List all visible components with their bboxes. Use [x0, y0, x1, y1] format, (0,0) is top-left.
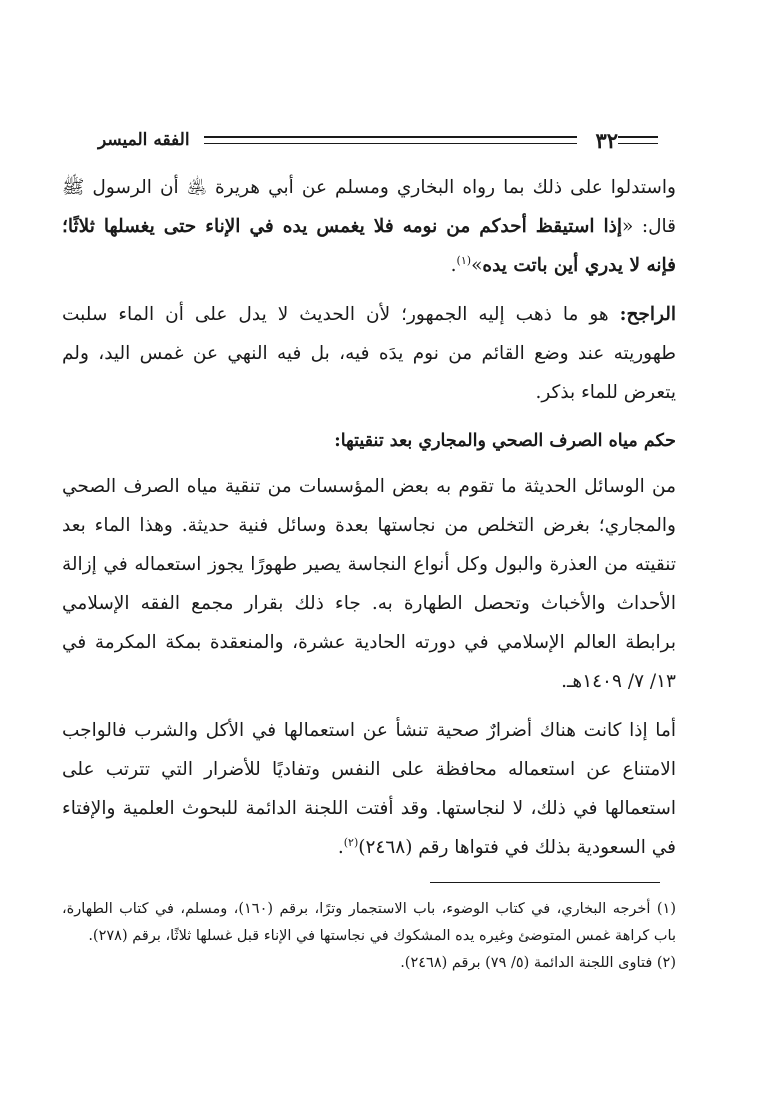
footnote-ref-1[interactable]: (١)	[456, 253, 472, 267]
evidence-intro: واستدلوا على ذلك بما رواه البخاري ومسلم عن أبي هريرة ﵁ أن الرسول ﷺ قال: «	[62, 177, 676, 237]
evidence-end: .	[450, 255, 457, 276]
hadith-text: إذا استيقظ أحدكم من نومه فلا يغمس يده في الإناء حتى يغسلها ثلاثًا؛ فإنه لا يدري أين باتت يده	[62, 216, 676, 276]
header-dash	[618, 136, 658, 144]
paragraph-evidence	[62, 168, 676, 285]
paragraph-sewage-treatment: من الوسائل الحديثة ما تقوم به بعض المؤسسات من تنقية مياه الصرف الصحي والمجاري؛ بغرض التخلص من نجاستها بعدة وسائل فنية حديثة. وهذا الماء بعد تنقيته من العذرة والبول وكل أنواع النجاسة يصير طهورًا يجوز استعماله في إزالة الأحداث والأخباث وتحصل الطهارة به. جاء ذلك بقرار مجمع الفقه الإسلامي برابطة العالم الإسلامي في دورته الحادية عشرة، والمنعقدة بمكة المكرمة في ١٣/ ٧/ ١٤٠٩هـ.	[62, 476, 676, 692]
preferred-label: الراجح:	[619, 304, 676, 325]
hadith-close: »	[471, 255, 483, 276]
page-number: ٣٢	[595, 127, 618, 153]
footnote-2: (٢) فتاوى اللجنة الدائمة (٥/ ٧٩) برقم (٢٤٦٨).	[400, 955, 676, 971]
header-rule	[204, 136, 578, 144]
health-harm-text: أما إذا كانت هناك أضرارٌ صحية تنشأ عن استعمالها في الأكل والشرب فالواجب الامتناع عن استعماله محافظة على النفس وتفاديًا للأضرار التي تترتب على استعمالها في ذلك، لا لنجاستها. وقد أفتت اللجنة الدائمة للبحوث العلمية والإفتاء في السعودية بذلك في فتواها رقم (٢٤٦٨)	[62, 720, 676, 858]
book-title: الفقه الميسر	[98, 130, 190, 150]
footnote-ref-2[interactable]: (٢)	[343, 835, 359, 849]
footnote-1: (١) أخرجه البخاري، في كتاب الوضوء، باب الاستجمار وترًا، برقم (١٦٠)، ومسلم، في كتاب الطهارة، باب كراهة غمس المتوضئ وغيره يده المشكوك في نجاستها في الإناء قبل غسلها ثلاثًا، برقم (٢٧٨).	[62, 901, 676, 944]
paragraph-preferred-view	[62, 295, 676, 412]
section-heading: حكم مياه الصرف الصحي والمجاري بعد تنقيتها:	[334, 431, 676, 451]
page-header	[98, 120, 658, 160]
footnote-separator	[430, 882, 660, 883]
preferred-text: هو ما ذهب إليه الجمهور؛ لأن الحديث لا يدل على أن الماء سلبت طهوريته عند وضع القائم من نوم يدَه فيه، بل فيه النهي عن غمس اليد، ولم يتعرض للماء بذكر.	[62, 304, 676, 403]
health-harm-end: .	[337, 837, 344, 858]
main-text	[62, 168, 676, 877]
footnotes	[62, 896, 676, 977]
paragraph-health-harm	[62, 711, 676, 867]
